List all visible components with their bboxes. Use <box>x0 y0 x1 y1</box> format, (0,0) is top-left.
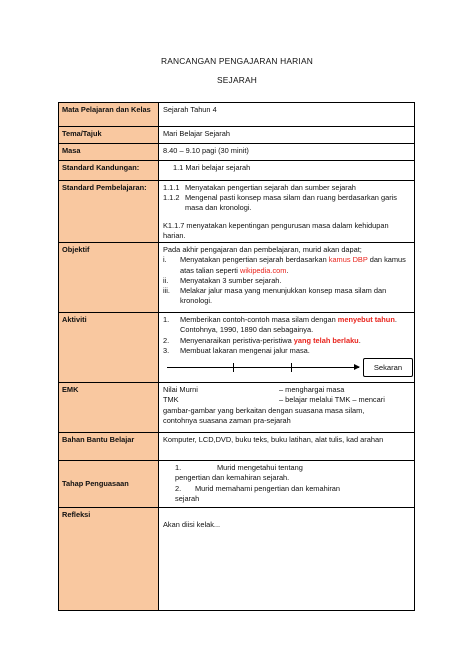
row-label-tema: Tema/Tajuk <box>59 127 159 144</box>
timeline-sketch <box>163 358 411 380</box>
highlight-text: wikipedia.com <box>240 265 287 275</box>
list-item <box>163 336 411 346</box>
list-item <box>163 346 411 356</box>
item-text: Menyatakan pengertian sejarah berdasarkan kamus DBP dan kamus atas talian seperti wikipedia.com. <box>180 255 406 275</box>
row-label-standard-pembelajaran: Standard Pembelajaran: <box>59 181 159 243</box>
emk-text: – menghargai masa <box>279 385 345 395</box>
row-value-bahan: Komputer, LCD,DVD, buku teks, buku latihan, alat tulis, kad arahan <box>159 433 415 461</box>
item-number: i. <box>163 255 167 265</box>
row-label-refleksi: Refleksi <box>59 508 159 611</box>
emk-line <box>163 385 411 395</box>
row-value-tema: Mari Belajar Sejarah <box>159 127 415 144</box>
item-text: Menyatakan 3 sumber sejarah. <box>180 275 282 285</box>
timeline-now-box: Sekaran <box>363 358 413 377</box>
document-title: RANCANGAN PENGAJARAN HARIAN <box>161 56 313 66</box>
item-text: Menyenaraikan peristiva-peristiwa yang telah berlaku. <box>180 335 361 345</box>
highlight-text: yang telah berlaku <box>293 335 359 345</box>
arrow-right-icon <box>354 364 360 370</box>
standard-note: K1.1.7 menyatakan kepentingan pengurusan masa dalam kehidupan harian. <box>163 220 389 240</box>
item-number: iii. <box>163 285 170 295</box>
item-text: sejarah <box>175 493 200 503</box>
table-row <box>59 508 415 611</box>
row-label-tahap: Tahap Penguasaan <box>59 461 159 508</box>
row-label-aktiviti: Aktiviti <box>59 313 159 383</box>
list-item <box>163 315 411 335</box>
row-value-mata-pelajaran: Sejarah Tahun 4 <box>159 103 415 127</box>
item-number: 3. <box>163 345 170 355</box>
list-item <box>163 193 411 213</box>
highlight-text: menyebut tahun <box>337 315 395 325</box>
highlight-text: kamus DBP <box>328 255 368 265</box>
item-text: Murid mengetahui tentang <box>217 463 303 473</box>
item-number: 1.1.2 <box>163 193 180 203</box>
list-item <box>163 276 411 286</box>
row-value-aktiviti <box>159 313 415 383</box>
item-number: ii. <box>163 275 169 285</box>
row-value-tahap <box>159 461 415 508</box>
table-row <box>59 383 415 433</box>
emk-text: – belajar melalui TMK – mencari <box>279 395 385 405</box>
row-value-refleksi: Akan diisi kelak... <box>159 508 415 611</box>
table-row <box>59 161 415 181</box>
table-row <box>59 461 415 508</box>
item-number: 1.1.1 <box>163 183 180 192</box>
item-number: 1. <box>163 315 170 325</box>
item-text: Menyatakan pengertian sejarah dan sumber sejarah <box>185 183 356 192</box>
list-item <box>163 255 411 275</box>
objektif-intro: Pada akhir pengajaran dan pembelajaran, murid akan dapat; <box>163 245 362 255</box>
item-number: 2. <box>175 483 182 493</box>
row-label-objektif: Objektif <box>59 243 159 313</box>
table-row <box>59 243 415 313</box>
item-text: Murid memahami pengertian dan kemahiran <box>195 483 341 493</box>
table-row <box>59 313 415 383</box>
row-label-mata-pelajaran: Mata Pelajaran dan Kelas <box>59 103 159 127</box>
emk-label: TMK <box>163 395 179 405</box>
table-row <box>59 181 415 243</box>
table-row <box>59 433 415 461</box>
emk-line <box>163 395 411 405</box>
row-label-standard-kandungan: Standard Kandungan: <box>59 161 159 181</box>
item-text: pengertian dan kemahiran sejarah. <box>175 473 290 483</box>
timeline-tick <box>233 363 234 372</box>
timeline-line <box>167 367 359 368</box>
item-number: 2. <box>163 335 170 345</box>
item-text: Memberikan contoh-contoh masa silam dengan menyebut tahun. Contohnya, 1990, 1890 dan sebagainya. <box>180 315 397 335</box>
item-text: Mengenal pasti konsep masa silam dan ruang berdasarkan garis masa dan kronologi. <box>185 193 397 213</box>
row-label-bahan: Bahan Bantu Belajar <box>59 433 159 461</box>
row-value-emk <box>159 383 415 433</box>
row-value-masa: 8.40 – 9.10 pagi (30 minit) <box>159 144 415 161</box>
table-row <box>59 103 415 127</box>
emk-text: contohnya suasana zaman pra-sejarah <box>163 415 291 425</box>
lesson-plan-table <box>58 102 415 611</box>
row-value-standard-pembelajaran <box>159 181 415 243</box>
emk-label: Nilai Murni <box>163 385 198 395</box>
row-value-objektif <box>159 243 415 313</box>
item-number: 1. <box>175 463 182 473</box>
item-text: Membuat lakaran mengenai jalur masa. <box>180 345 310 355</box>
row-label-masa: Masa <box>59 144 159 161</box>
list-item <box>163 463 411 473</box>
list-item <box>163 286 411 306</box>
table-row <box>59 127 415 144</box>
timeline-tick <box>291 363 292 372</box>
table-row <box>59 144 415 161</box>
row-value-standard-kandungan: 1.1 Mari belajar sejarah <box>159 161 415 181</box>
item-text: Melakar jalur masa yang menunjukkan konsep masa silam dan kronologi. <box>180 285 387 306</box>
emk-text: gambar-gambar yang berkaitan dengan suasana masa silam, <box>163 405 365 415</box>
document-subtitle: SEJARAH <box>216 75 258 85</box>
list-item <box>163 484 411 494</box>
list-item <box>163 183 411 193</box>
row-label-emk: EMK <box>59 383 159 433</box>
